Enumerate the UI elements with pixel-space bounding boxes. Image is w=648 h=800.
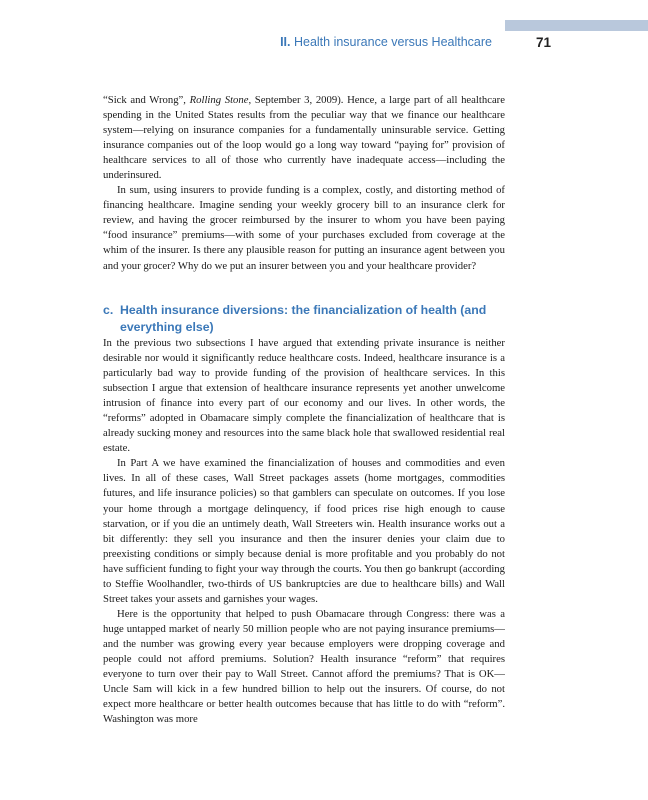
running-head-title: II. Health insurance versus Healthcare bbox=[280, 35, 492, 49]
paragraph: In Part A we have examined the financialization of houses and commodities and even lives. In all of these cases, Wall Street packages assets (home mortgages, commodities futures, and life insurance policies) so that gamblers can speculate on outcomes. If you lose your home through a mortgage delinquency, if food prices rise high enough to cause starvation, or if you die an untimely death, Wall Streeters win. Health insurance works out a bit differently: they sell you insurance and then the insurer denies your claim due to preexisting conditions or simply because denial is more profitable and you probably do not have sufficient funding to fight your way through the courts. You then go bankrupt (according to Steffie Woolhandler, two-thirds of US bankruptcies are due to healthcare bills) and Wall Street takes your assets and garnishes your wages. bbox=[103, 457, 505, 605]
paragraph: Here is the opportunity that helped to push Obamacare through Congress: there was a huge untapped market of nearly 50 million people who are not paying insurance premiums—and the number was growing every year because employers were dropping coverage and people could not afford premiums. Solution? Health insurance “reform” that requires everyone to turn over their pay to Wall Street. Cannot afford the premiums? That is OK—Uncle Sam will kick in a few hundred billion to help out the insurers. Of course, do not expect more healthcare or better health outcomes because that has little to do with “reform”. Washington was more bbox=[103, 607, 505, 726]
page-number: 71 bbox=[536, 35, 552, 50]
header-accent-bar bbox=[505, 20, 648, 31]
paragraph: “Sick and Wrong”, Rolling Stone, September 3, 2009). Hence, a large part of all healthcare spending in the United States results from the peculiar way that we finance our healthcare system—relying on insurance companies for a fundamentally uninsurable service. Getting insurance companies out of the loop would go a long way toward “paying for” provision of healthcare services to all of those who currently have inadequate access—including the underinsured. bbox=[103, 94, 505, 182]
body-text-top bbox=[103, 93, 505, 274]
running-head bbox=[0, 35, 552, 53]
body-text-bottom bbox=[103, 336, 505, 727]
paragraph: In sum, using insurers to provide funding is a complex, costly, and distorting method of financing healthcare. Imagine sending your weekly grocery bill to an insurance clerk for review, and having the grocer reimbursed by the insurer to whom you have been paying “food insurance” premiums—with some of your purchases excluded from coverage at the whim of the insurer. Is there any plausible reason for putting an insurance agent between you and your grocer? Why do we put an insurer between you and your healthcare provider? bbox=[103, 184, 505, 272]
section-heading: c. Health insurance diversions: the financialization of health (and everything else) bbox=[103, 303, 487, 334]
paragraph: In the previous two subsections I have argued that extending private insurance is neither desirable nor would it significantly reduce healthcare costs. Indeed, healthcare insurance is a particularly bad way to provide funding of the provision of healthcare services. In this subsection I argue that extension of healthcare insurance represents yet another unwelcome intrusion of finance into every part of our economy and our lives. In other words, the “reforms” adopted in Obamacare simply complete the financialization of healthcare that is already sucking money and resources into the same black hole that swallowed residential real estate. bbox=[103, 337, 505, 455]
